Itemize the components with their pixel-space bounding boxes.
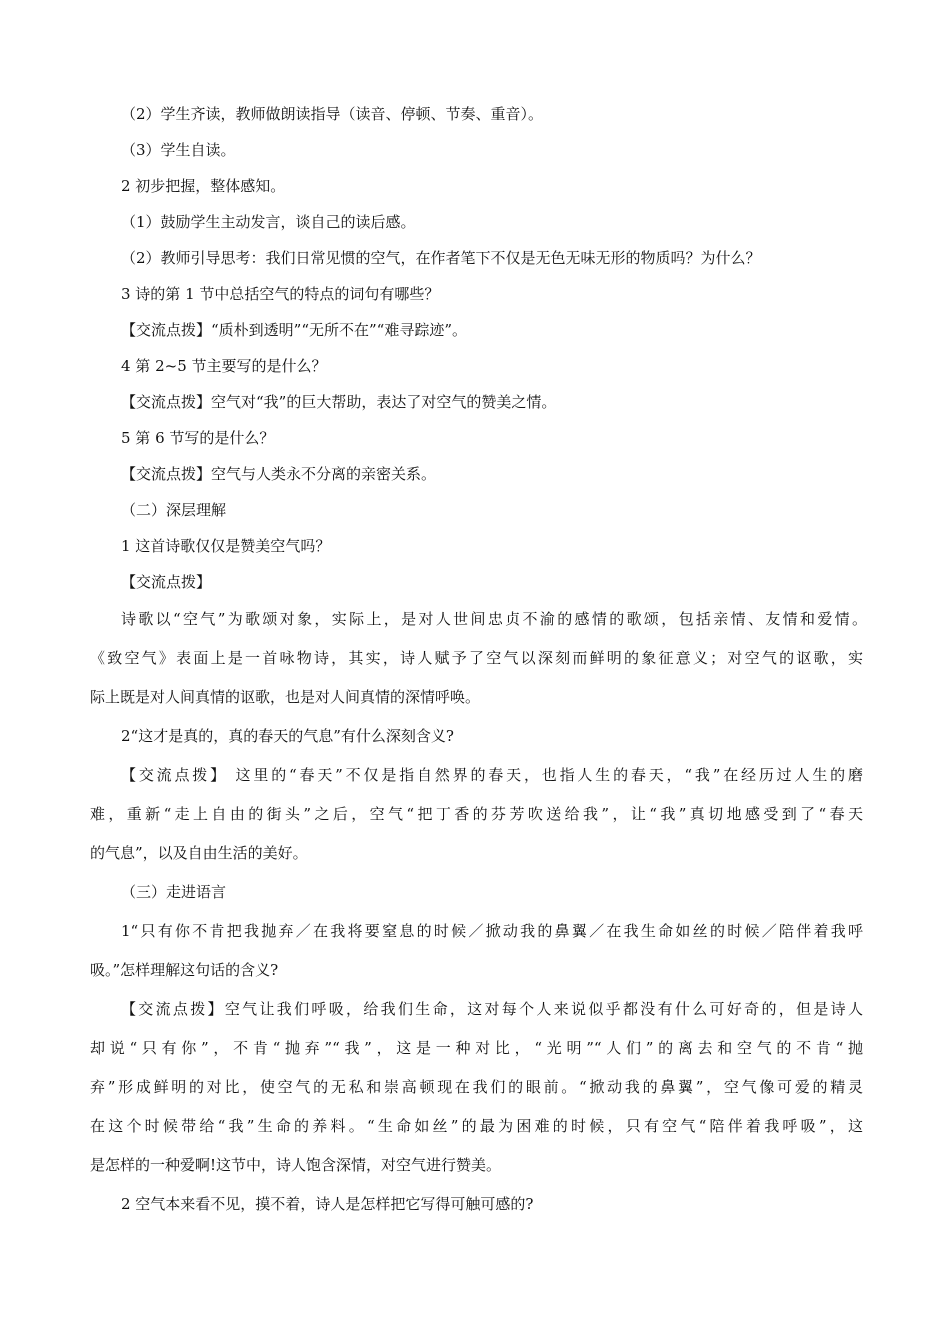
text-line: 4 第 2~5 节主要写的是什么？ xyxy=(121,357,327,375)
text-line: 是怎样的一种爱啊!这节中，诗人饱含深情，对空气进行赞美。 xyxy=(90,1156,502,1174)
text-line: （2）教师引导思考：我们日常见惯的空气，在作者笔下不仅是无色无味无形的物质吗？为什么？ xyxy=(121,249,761,267)
text-line: 1 这首诗歌仅仅是赞美空气吗？ xyxy=(121,537,331,555)
text-line: 《致空气》表面上是一首咏物诗，其实，诗人赋予了空气以深刻而鲜明的象征意义；对空气的讴歌，实 xyxy=(90,649,863,667)
text-line: 3 诗的第 1 节中总括空气的特点的词句有哪些？ xyxy=(121,285,440,303)
text-line: 【交流点拨】 这里的“春天”不仅是指自然界的春天，也指人生的春天，“我”在经历过人生的磨 xyxy=(121,766,863,784)
text-line: 5 第 6 节写的是什么？ xyxy=(121,429,275,447)
text-line: 诗歌以“空气”为歌颂对象，实际上，是对人世间忠贞不渝的感情的歌颂，包括亲情、友情和爱情。 xyxy=(121,610,867,628)
text-line: 【交流点拨】空气与人类永不分离的亲密关系。 xyxy=(121,465,437,483)
text-line: 1“只有你不肯把我抛弃／在我将要窒息的时候／掀动我的鼻翼／在我生命如丝的时候／陪伴着我呼 xyxy=(121,922,863,940)
section-heading: （二）深层理解 xyxy=(121,501,227,519)
text-line: 【交流点拨】空气对“我”的巨大帮助，表达了对空气的赞美之情。 xyxy=(121,393,557,411)
text-line: 2 初步把握，整体感知。 xyxy=(121,177,286,195)
text-line: 2 空气本来看不见，摸不着，诗人是怎样把它写得可触可感的? xyxy=(121,1195,534,1213)
section-heading: （三）走进语言 xyxy=(121,883,227,901)
text-line: 的气息”，以及自由生活的美好。 xyxy=(90,844,308,862)
text-line: 在这个时候带给“我”生命的养料。“生命如丝”的最为困难的时候，只有空气“陪伴着我呼吸”，这 xyxy=(90,1117,863,1135)
text-line: （2）学生齐读，教师做朗读指导（读音、停顿、节奏、重音）。 xyxy=(121,105,544,123)
text-line: 却说“只有你”，不肯“抛弃”“我”，这是一种对比，“光明”“人们”的离去和空气的不肯“抛 xyxy=(90,1039,863,1057)
text-line: （1）鼓励学生主动发言，谈自己的读后感。 xyxy=(121,213,416,231)
text-line: 弃”形成鲜明的对比，使空气的无私和崇高顿现在我们的眼前。“掀动我的鼻翼”，空气像可爱的精灵 xyxy=(90,1078,863,1096)
text-line: 【交流点拨】 xyxy=(121,573,212,591)
text-line: （3）学生自读。 xyxy=(121,141,236,159)
text-line: 【交流点拨】空气让我们呼吸，给我们生命，这对每个人来说似乎都没有什么可好奇的，但是诗人 xyxy=(121,1000,863,1018)
text-line: 吸。”怎样理解这句话的含义? xyxy=(90,961,279,979)
text-line: 际上既是对人间真情的讴歌，也是对人间真情的深情呼唤。 xyxy=(90,688,481,706)
text-line: 难，重新“走上自由的街头”之后，空气“把丁香的芬芳吹送给我”，让“我”真切地感受到了“春天 xyxy=(90,805,863,823)
text-line: 【交流点拨】“质朴到透明”“无所不在”“难寻踪迹”。 xyxy=(121,321,468,339)
text-line: 2“这才是真的，真的春天的气息”有什么深刻含义? xyxy=(121,727,454,745)
